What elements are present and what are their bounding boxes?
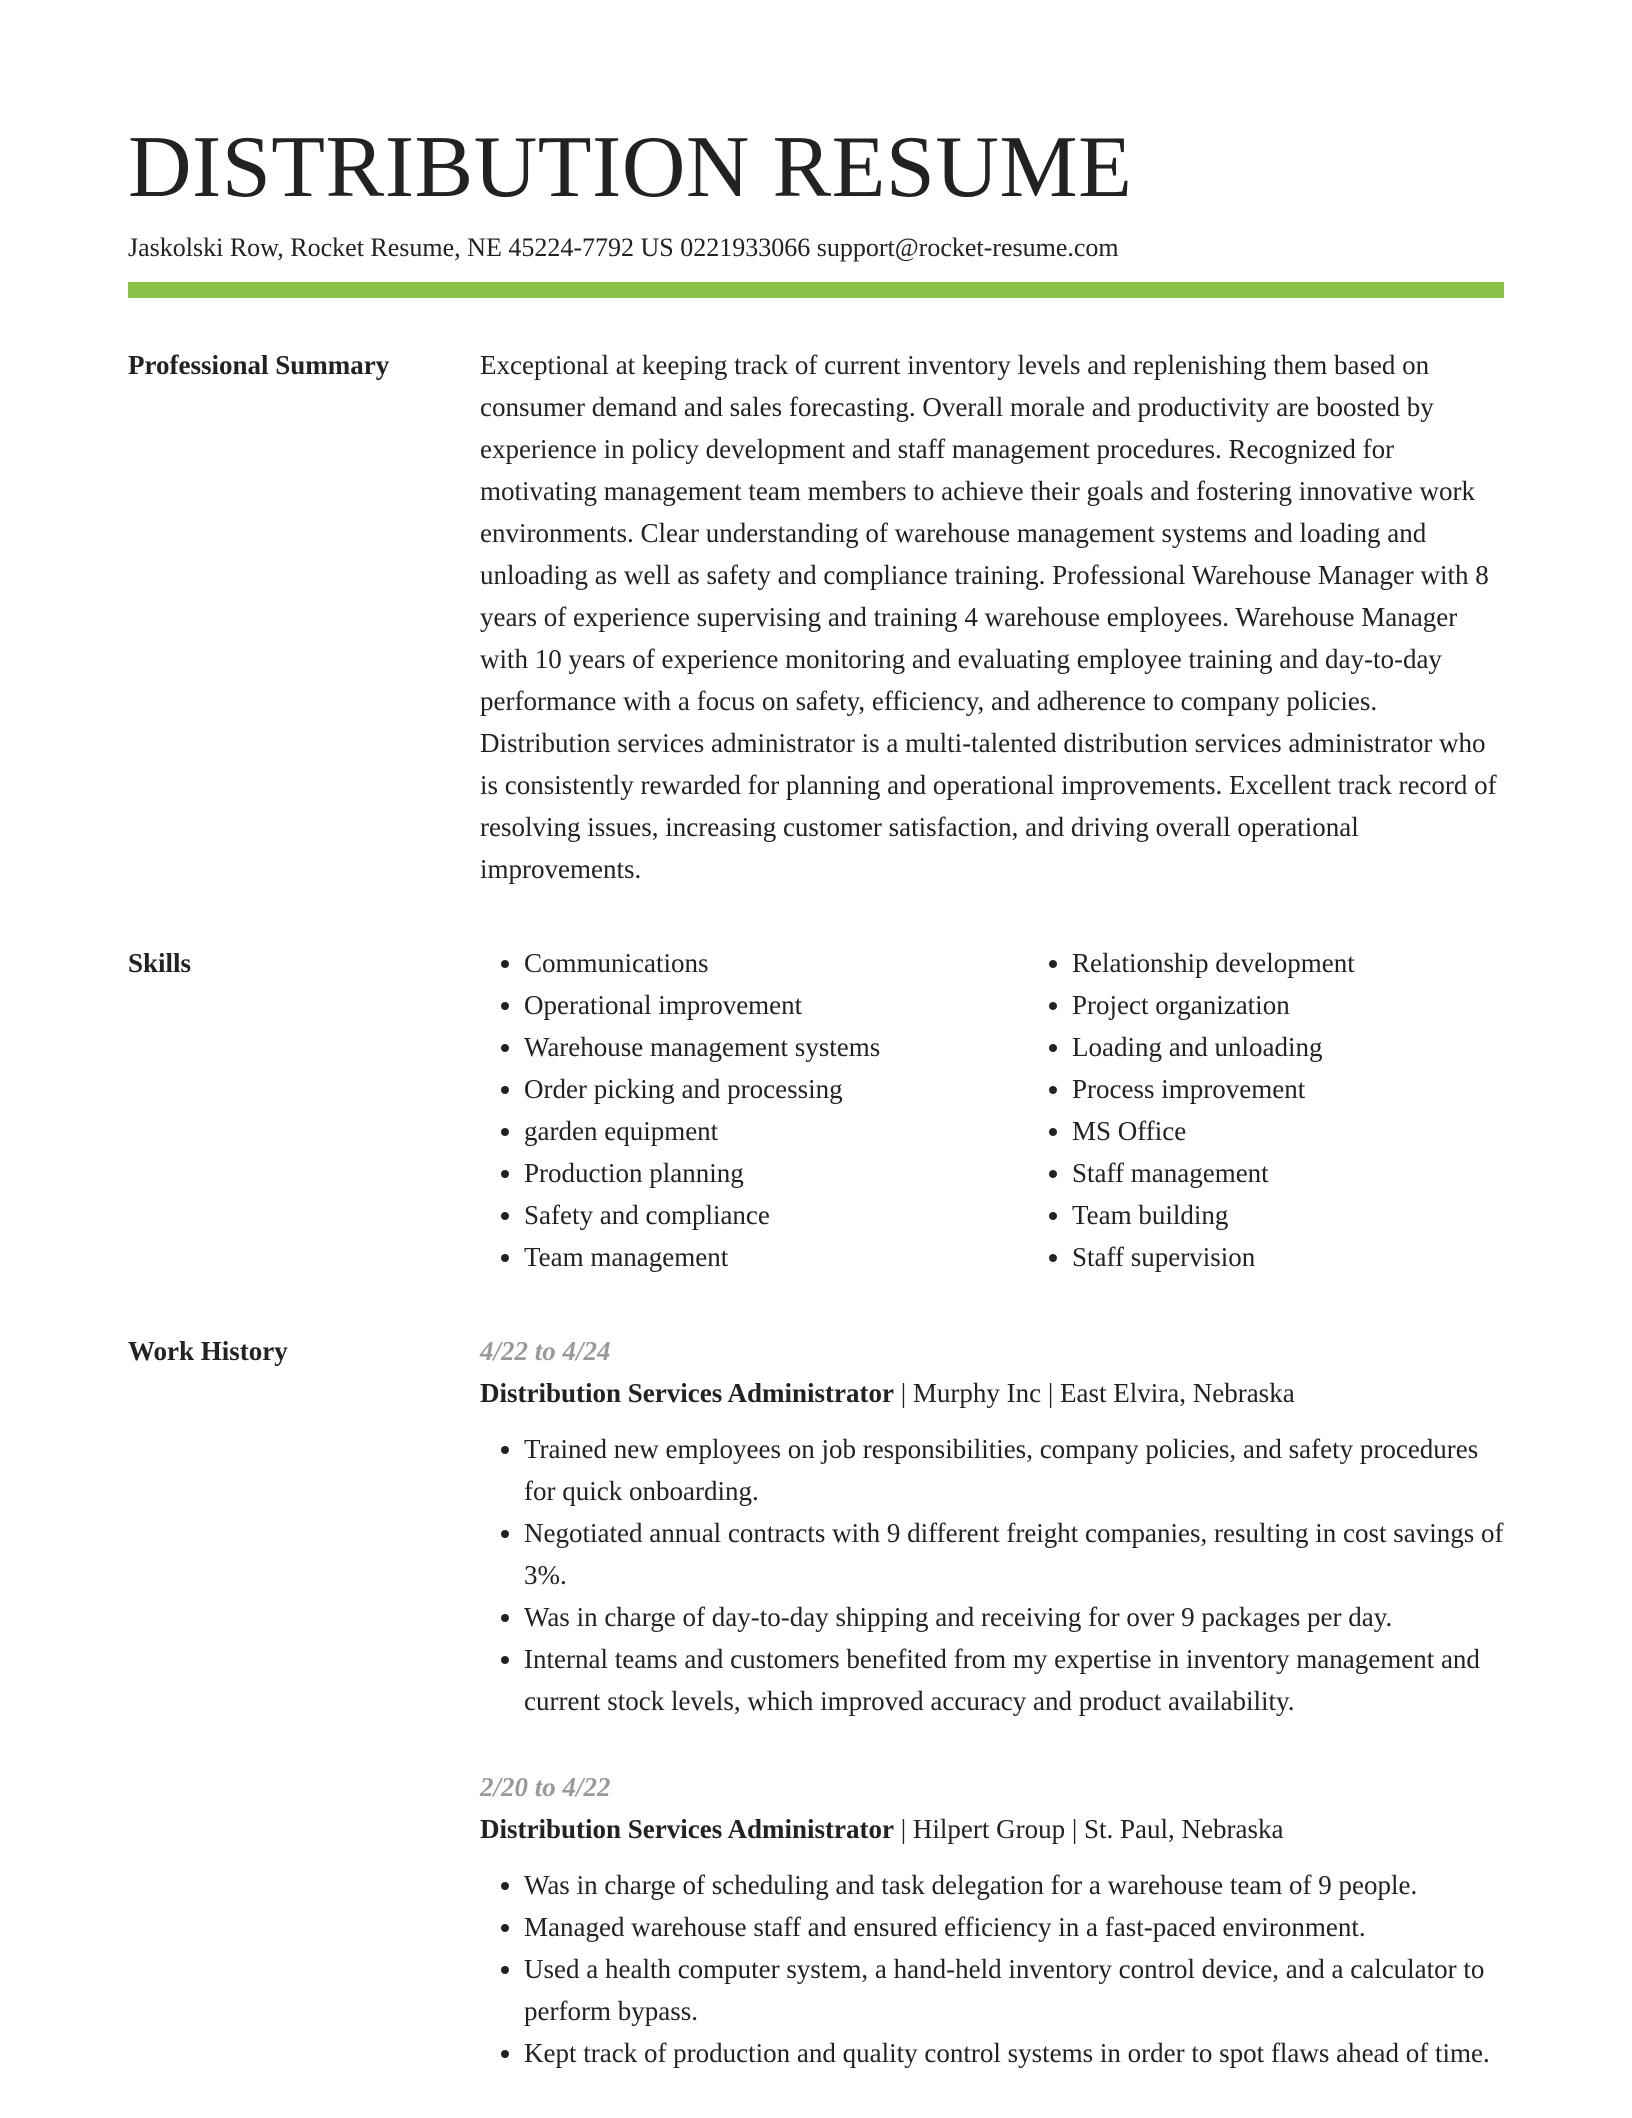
job-bullet: • Managed warehouse staff and ensured efficiency in a fast-paced environment. <box>524 1906 1504 1948</box>
skill-item: • Order picking and processing <box>524 1068 1028 1110</box>
job-entry <box>480 1330 1504 1722</box>
work-history-body <box>480 1330 1504 2118</box>
job-bullet: • Trained new employees on job responsibilities, company policies, and safety procedures for quick onboarding. <box>524 1428 1504 1512</box>
resume-title: DISTRIBUTION RESUME <box>128 119 1133 216</box>
skill-item: • Loading and unloading <box>1072 1026 1576 1068</box>
work-history-section <box>128 1330 1504 2118</box>
job-company-location: | Murphy Inc | East Elvira, Nebraska <box>893 1378 1295 1408</box>
skills-columns <box>480 942 1576 1278</box>
skill-item: • Project organization <box>1072 984 1576 1026</box>
skill-item: • Safety and compliance <box>524 1194 1028 1236</box>
job-title: Distribution Services Administrator <box>480 1814 894 1844</box>
summary-section <box>128 344 1504 890</box>
skill-item: • Operational improvement <box>524 984 1028 1026</box>
job-bullet-list <box>480 1864 1504 2074</box>
skill-item: • Team management <box>524 1236 1028 1278</box>
skills-list-right <box>1028 942 1576 1278</box>
contact-line: Jaskolski Row, Rocket Resume, NE 45224-7792 US 0221933066 support@rocket-resume.com <box>128 233 1119 262</box>
job-bullet: • Internal teams and customers benefited from my expertise in inventory management and current stock levels, which improved accuracy and product availability. <box>524 1638 1504 1722</box>
job-title-line <box>480 1372 1504 1414</box>
skills-section <box>128 942 1504 1278</box>
job-dates: 4/22 to 4/24 <box>480 1336 611 1366</box>
job-dates: 2/20 to 4/22 <box>480 1772 611 1802</box>
job-title: Distribution Services Administrator <box>480 1378 894 1408</box>
summary-body <box>480 344 1504 890</box>
accent-divider <box>128 282 1504 298</box>
skill-item: • Relationship development <box>1072 942 1576 984</box>
job-title-line <box>480 1808 1504 1850</box>
resume-page <box>128 118 1504 2118</box>
skill-item: • Team building <box>1072 1194 1576 1236</box>
skills-list-left <box>480 942 1028 1278</box>
skill-item: • Staff supervision <box>1072 1236 1576 1278</box>
section-label-summary: Professional Summary <box>128 350 390 380</box>
skill-item: • Communications <box>524 942 1028 984</box>
skill-item: • Production planning <box>524 1152 1028 1194</box>
section-label-skills: Skills <box>128 948 192 978</box>
section-label-work-history: Work History <box>128 1336 288 1366</box>
job-entry <box>480 1766 1504 2074</box>
job-bullet-list <box>480 1428 1504 1722</box>
summary-text: Exceptional at keeping track of current inventory levels and replenishing them based on consumer demand and sales forecasting. Overall morale and productivity are boosted by experience in policy development and staff management procedures. Recognized for motivating management team members to achieve their goals and fostering innovative work environments. Clear understanding of warehouse management systems and loading and unloading as well as safety and compliance training. Professional Warehouse Manager with 8 years of experience supervising and training 4 warehouse employees. Warehouse Manager with 10 years of experience monitoring and evaluating employee training and day-to-day performance with a focus on safety, efficiency, and adherence to company policies. Distribution services administrator is a multi-talented distribution services administrator who is consistently rewarded for planning and operational improvements. Excellent track record of resolving issues, increasing customer satisfaction, and driving overall operational improvements. <box>480 350 1497 884</box>
job-company-location: | Hilpert Group | St. Paul, Nebraska <box>893 1814 1284 1844</box>
skills-body <box>480 942 1576 1278</box>
skill-item: • MS Office <box>1072 1110 1576 1152</box>
job-bullet: • Was in charge of scheduling and task delegation for a warehouse team of 9 people. <box>524 1864 1504 1906</box>
skill-item: • garden equipment <box>524 1110 1028 1152</box>
job-bullet: • Kept track of production and quality control systems in order to spot flaws ahead of time. <box>524 2032 1504 2074</box>
skill-item: • Staff management <box>1072 1152 1576 1194</box>
skill-item: • Process improvement <box>1072 1068 1576 1110</box>
job-bullet: • Negotiated annual contracts with 9 different freight companies, resulting in cost savings of 3%. <box>524 1512 1504 1596</box>
job-bullet: • Was in charge of day-to-day shipping and receiving for over 9 packages per day. <box>524 1596 1504 1638</box>
skill-item: • Warehouse management systems <box>524 1026 1028 1068</box>
job-bullet: • Used a health computer system, a hand-held inventory control device, and a calculator to perform bypass. <box>524 1948 1504 2032</box>
